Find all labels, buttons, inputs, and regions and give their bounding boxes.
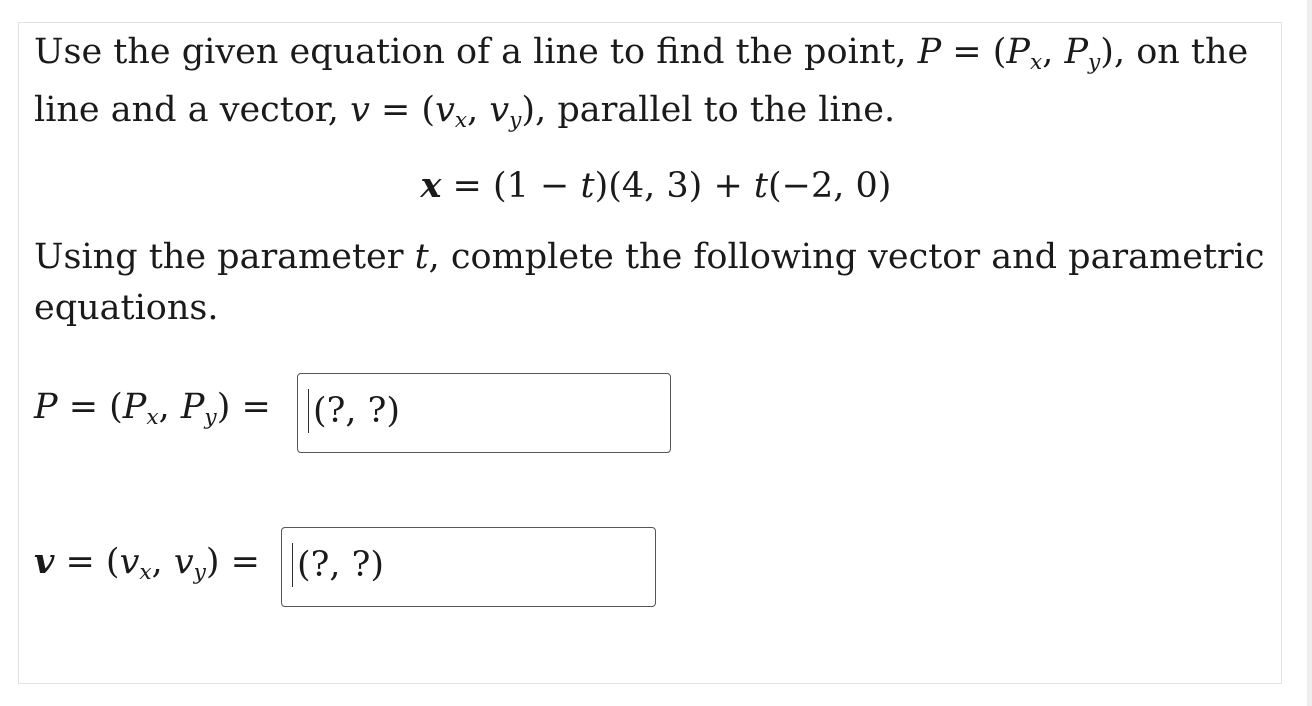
instruction-line-2: equations. [34,288,219,328]
point-answer-value: (?, ?) [308,389,400,433]
vector-answer-input[interactable] [281,527,656,607]
intro-line-1: Use the given equation of a line to find the point, $P = (P_x$, $P_y$), on the [34,32,1249,76]
line-equation: x = (1 − t)(4, 3) + t(−2, 0) [420,165,892,206]
point-answer-input[interactable] [297,373,671,453]
vector-label: $v = (v_x$, $v_y$) = [34,541,261,586]
scrollbar-track[interactable] [1307,0,1312,706]
instruction-line-1: Using the parameter t, complete the following vector and parametric [34,237,1265,277]
point-label: $P = (P_x$, $P_y$) = [34,387,271,431]
vector-answer-value: (?, ?) [292,543,384,587]
intro-line-2: line and a vector, $v = (v_x$, $v_y$), parallel to the line. [34,90,896,134]
